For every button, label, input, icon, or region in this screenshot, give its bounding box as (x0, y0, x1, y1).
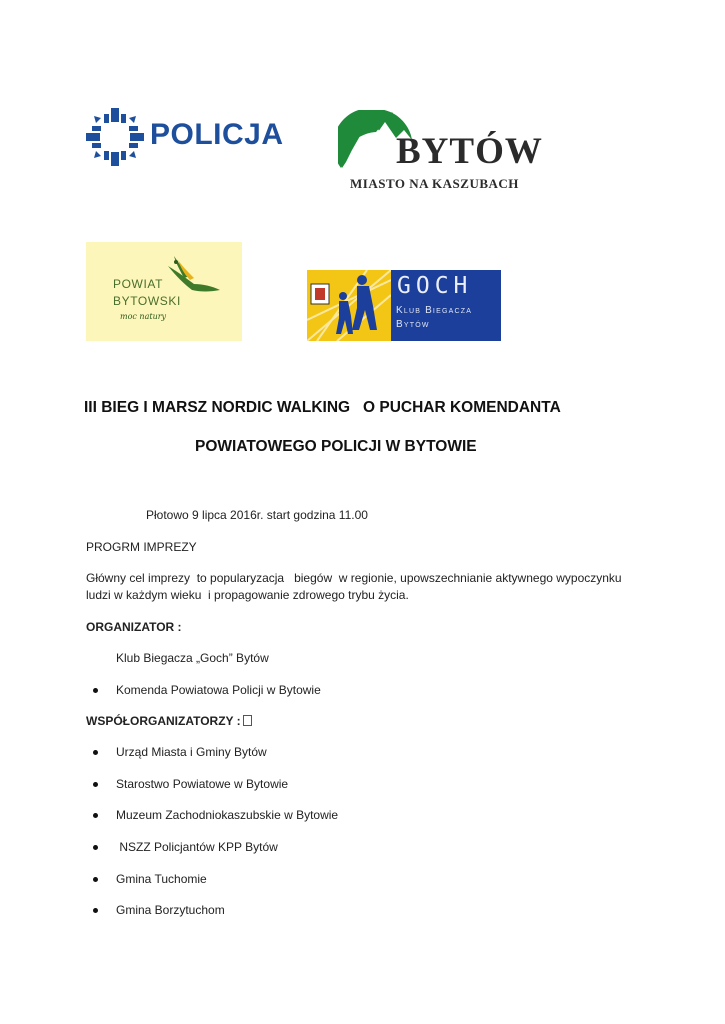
organizer-label: ORGANIZATOR : (86, 620, 182, 634)
powiat-logo-line2: BYTOWSKI (113, 294, 181, 308)
organizer-item: Klub Biegacza „Goch” Bytów (116, 651, 269, 665)
bullet-icon (93, 908, 98, 913)
goal-text-line-2: ludzi w każdym wieku i propagowanie zdrowego trybu życia. (86, 588, 409, 602)
goch-logo-title: GOCH (397, 273, 473, 299)
title-line-1: III BIEG I MARSZ NORDIC WALKING O PUCHAR KOMENDANTA (84, 399, 561, 416)
missing-glyph-icon (243, 715, 252, 726)
bullet-icon (93, 845, 98, 850)
police-star-icon (84, 106, 146, 168)
runners-emblem-icon (307, 270, 391, 341)
goal-text-line-1: Główny cel imprezy to popularyzacja biegów w regionie, upowszechnianie aktywnego wypoczynku (86, 571, 622, 585)
coorganizer-item-label: NSZZ Policjantów KPP Bytów (116, 840, 278, 854)
powiat-bytowski-logo (86, 242, 242, 341)
coorganizer-item-label: Muzeum Zachodniokaszubskie w Bytowie (116, 808, 339, 822)
bullet-icon (93, 782, 98, 787)
place-date-text: Płotowo 9 lipca 2016r. start godzina 11.00 (146, 508, 368, 522)
coorganizers-heading (86, 714, 252, 728)
powiat-logo-line1: POWIAT (113, 277, 164, 291)
policja-logo (84, 104, 284, 170)
bullet-icon (93, 688, 98, 693)
bullet-icon (93, 877, 98, 882)
policja-logo-text: POLICJA (150, 118, 284, 151)
bytow-logo-title: BYTÓW (396, 131, 543, 172)
coorganizer-item-label: Gmina Borzytuchom (116, 903, 225, 917)
powiat-logo-slogan: moc natury (120, 312, 167, 321)
goch-logo (307, 270, 501, 341)
bullet-icon (93, 750, 98, 755)
coorganizers-label: WSPÓŁORGANIZATORZY : (86, 714, 241, 728)
bullet-icon (93, 813, 98, 818)
bytow-logo (338, 110, 543, 196)
coorganizer-item-label: Urząd Miasta i Gminy Bytów (116, 745, 267, 759)
organizer-item-label: Komenda Powiatowa Policji w Bytowie (116, 683, 321, 697)
coorganizer-item-label: Starostwo Powiatowe w Bytowie (116, 777, 289, 791)
goch-logo-line2: Bytów (396, 319, 430, 330)
program-label: PROGRM IMPREZY (86, 540, 197, 554)
coorganizer-item-label: Gmina Tuchomie (116, 872, 207, 886)
title-line-2: POWIATOWEGO POLICJI W BYTOWIE (195, 438, 477, 455)
goch-logo-line1: Klub Biegacza (396, 305, 473, 316)
bytow-logo-subtitle: MIASTO NA KASZUBACH (350, 176, 519, 191)
